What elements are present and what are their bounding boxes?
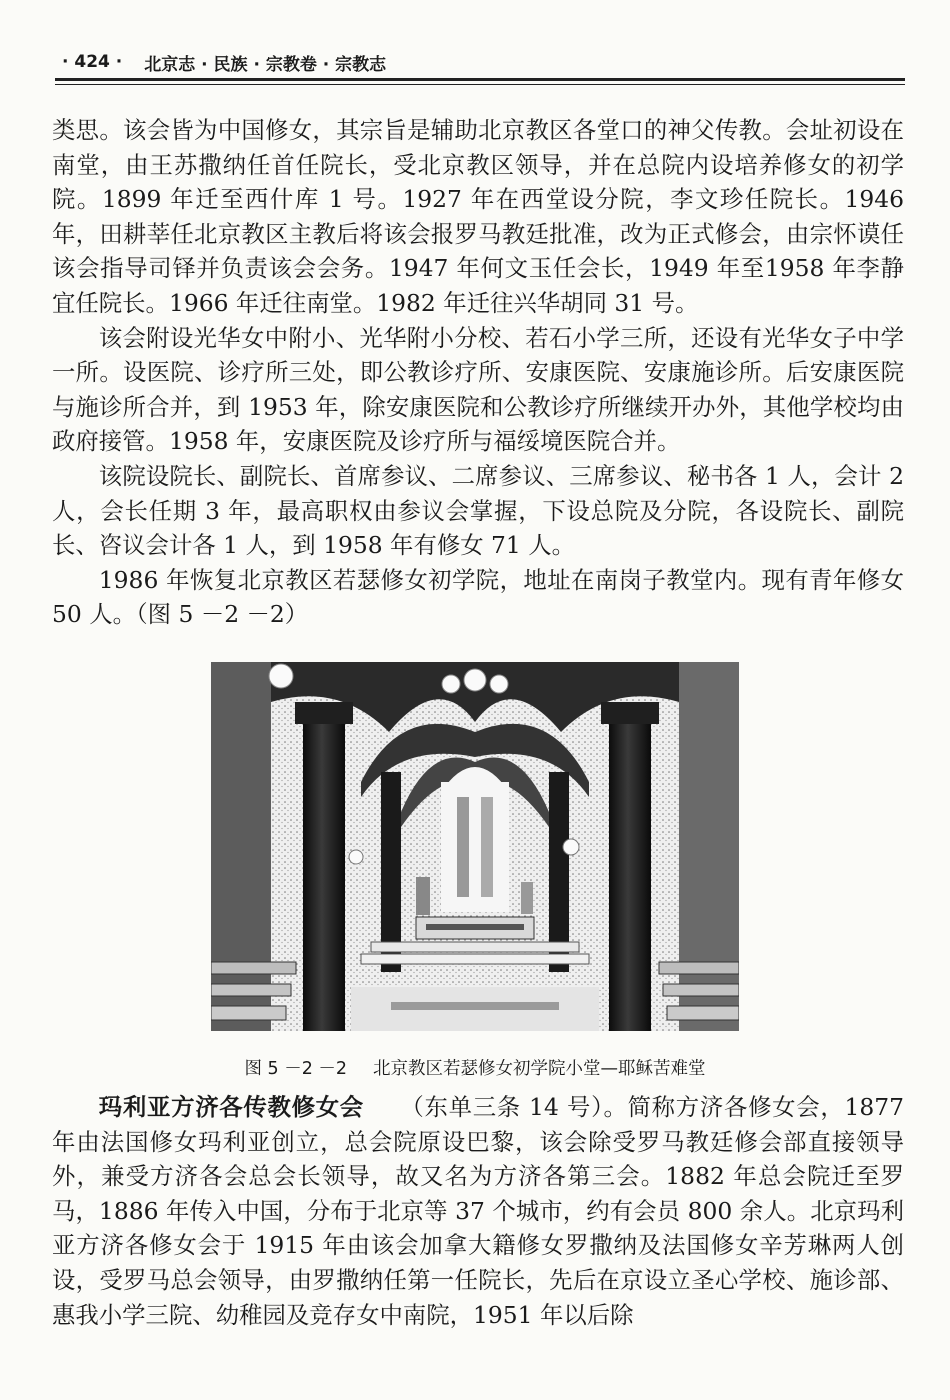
figure-caption-text: 北京教区若瑟修女初学院小堂—耶稣苦难堂 <box>373 1059 706 1079</box>
running-title: 北京志 · 民族 · 宗教卷 · 宗教志 <box>144 54 387 75</box>
figure-caption <box>0 1055 950 1080</box>
paragraph-4: 1986 年恢复北京教区若瑟修女初学院，地址在南岗子教堂内。现有青年修女 50 人。（图 5 －2 －2） <box>52 565 904 629</box>
header-rule-thick <box>55 78 905 81</box>
paragraph-1: 类思。该会皆为中国修女，其宗旨是辅助北京教区各堂口的神父传教。会址初设在南堂，由王苏撒纳任首任院长，受北京教区领导，并在总院内设培养修女的初学院。1899 年迁至西什库 1 号。1927 年在西堂设分院，李文珍任院长。1946 年，田耕莘任北京教区主教后将该会报罗马教廷批准，改为正式修会，由宗怀谟任该会指导司铎并负责该会会务。1947 年何文玉任会长，1949 年至1958 年李静宜任院长。1966 年迁往南堂。1982 年迁往兴华胡同 31 号。 <box>52 116 904 317</box>
body-text-bottom <box>52 1090 904 1332</box>
body-text-top <box>52 113 904 632</box>
chapel-interior-photo <box>211 662 739 1031</box>
paragraph-2: 该会附设光华女中附小、光华附小分校、若石小学三所，还设有光华女子中学一所。设医院、诊疗所三处，即公教诊疗所、安康医院、安康施诊所。后安康医院与施诊所合并，到 1953 年，除安康医院和公教诊疗所继续开办外，其他学校均由政府接管。1958 年，安康医院及诊疗所与福绥境医院合并。 <box>52 323 904 456</box>
figure-number: 图 5 －2 －2 <box>244 1059 348 1079</box>
entry-title: 玛利亚方济各传教修女会 <box>98 1093 364 1121</box>
entry-paragraph <box>52 1090 904 1332</box>
paragraph-3: 该院设院长、副院长、首席参议、二席参议、三席参议、秘书各 1 人，会计 2 人，会长任期 3 年，最高职权由参议会掌握，下设总院及分院，各设院长、副院长、咨议会计各 1 人，到 1958 年有修女 71 人。 <box>52 461 904 560</box>
header-rule-thin <box>55 84 905 85</box>
entry-text: （东单三条 14 号）。简称方济各修女会，1877 年由法国修女玛利亚创立，总会院原设巴黎，该会除受罗马教廷修会部直接领导外，兼受方济各会总会长领导，故又名为方济各第三会。1882 年总会院迁至罗马，1886 年传入中国，分布于北京等 37 个城市，约有会员 800 余人。北京玛利亚方济各修女会于 1915 年由该会加拿大籍修女罗撒纳及法国修女辛芳琳两人创设，受罗马总会领导，由罗撒纳任第一任院长，先后在京设立圣心学校、施诊部、惠我小学三院、幼稚园及竞存女中南院，1951 年以后除 <box>52 1093 904 1329</box>
running-header <box>62 48 904 76</box>
page-number: · 424 · <box>62 52 123 72</box>
